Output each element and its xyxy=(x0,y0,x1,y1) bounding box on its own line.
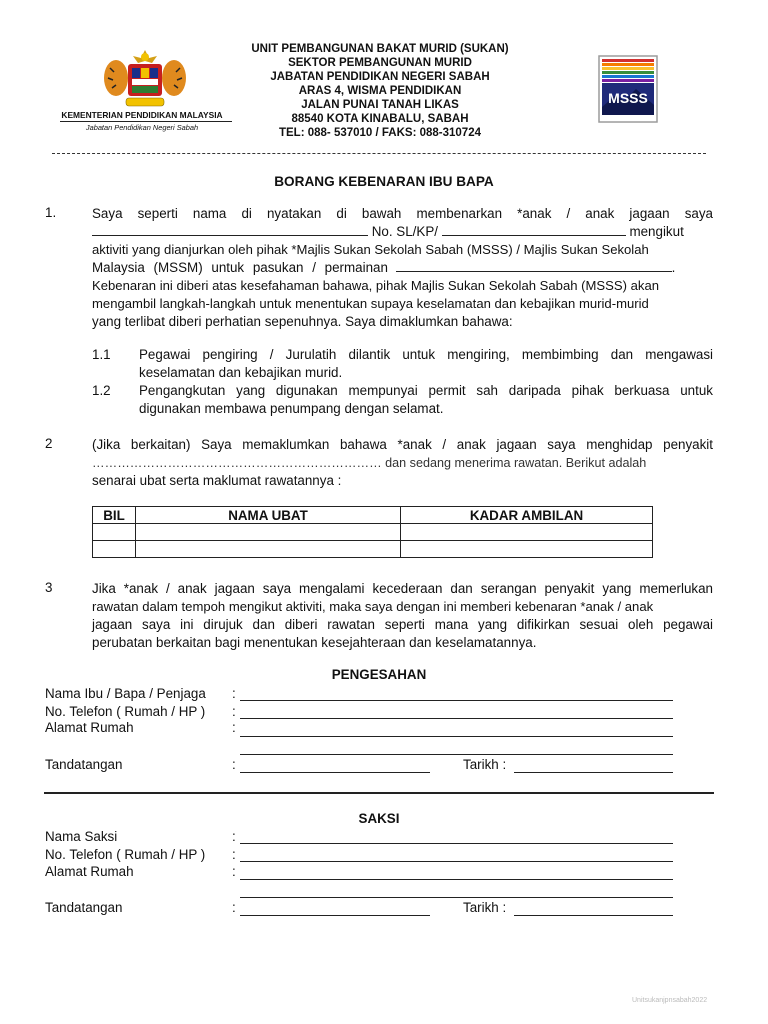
subsection-line: keselamatan dan kebajikan murid. xyxy=(139,365,343,380)
colon: : xyxy=(232,829,236,844)
coat-of-arms-logo xyxy=(98,48,192,110)
section-3-line: rawatan dalam tempoh mengikut aktiviti, maka saya dengan ini memberi kebenaran *anak / anak xyxy=(92,599,654,614)
section-2-line: (Jika berkaitan) Saya memaklumkan bahawa *anak / anak jagaan saya menghidap penyakit xyxy=(92,437,713,452)
footer-mark: Unitsukanjpnsabah2022 xyxy=(632,997,708,1004)
section-number: 1. xyxy=(45,205,57,220)
subsection-line: digunakan membawa penumpang dengan selamat. xyxy=(139,401,444,416)
parent-address-field[interactable] xyxy=(240,722,673,737)
department-name: Jabatan Pendidikan Negeri Sabah xyxy=(85,123,199,132)
header-line: JALAN PUNAI TANAH LIKAS xyxy=(301,99,459,111)
parent-phone-field[interactable] xyxy=(240,704,673,719)
colon: : xyxy=(232,900,236,915)
colon: : xyxy=(232,847,236,862)
pengesahan-heading: PENGESAHAN xyxy=(331,667,427,682)
witness-date-field[interactable] xyxy=(514,901,673,916)
header-line: TEL: 088- 537010 / FAKS: 088-310724 xyxy=(278,127,481,139)
witness-signature-field[interactable] xyxy=(240,901,430,916)
section-number: 3 xyxy=(45,580,53,595)
subsection-line: Pegawai pengiring / Jurulatih dilantik untuk mengiring, membimbing dan mengawasi xyxy=(139,347,713,362)
section-number: 2 xyxy=(45,436,53,451)
ministry-name: KEMENTERIAN PENDIDIKAN MALAYSIA xyxy=(61,110,223,120)
section-1-line: yang terlibat diberi perhatian sepenuhnya. Saya dimaklumkan bahawa: xyxy=(92,314,513,329)
form-title: BORANG KEBENARAN IBU BAPA xyxy=(274,174,494,189)
parent-address-label: Alamat Rumah xyxy=(45,720,134,735)
subsection-number: 1.1 xyxy=(92,347,111,362)
parent-name-field[interactable] xyxy=(240,686,673,701)
header-line: SEKTOR PEMBANGUNAN MURID xyxy=(288,57,472,69)
parent-date-label: Tarikh : xyxy=(463,757,507,772)
colon: : xyxy=(232,757,236,772)
header-nama-ubat: NAMA UBAT xyxy=(136,507,401,524)
section-1-line: aktiviti yang dianjurkan oleh pihak *Majlis Sukan Sekolah Sabah (MSSS) / Majlis Sukan Sekolah xyxy=(92,242,649,257)
ic-number-label: No. SL/KP/ xyxy=(371,224,438,239)
witness-phone-field[interactable] xyxy=(240,847,673,862)
header-line: UNIT PEMBANGUNAN BAKAT MURID (SUKAN) xyxy=(251,43,509,55)
colon: : xyxy=(232,720,236,735)
table-cell[interactable] xyxy=(136,541,401,558)
parent-date-field[interactable] xyxy=(514,758,673,773)
medication-table xyxy=(92,506,653,558)
section-1-line: Malaysia (MSSM) untuk pasukan / permainan . xyxy=(92,260,676,275)
witness-address-field-line-2[interactable] xyxy=(240,883,673,898)
table-cell[interactable] xyxy=(401,541,653,558)
illness-field[interactable]: …………………………………………………………… xyxy=(92,456,382,470)
header-bil: BIL xyxy=(93,507,136,524)
parent-address-field-line-2[interactable] xyxy=(240,740,673,755)
witness-address-field[interactable] xyxy=(240,865,673,880)
table-header-row xyxy=(93,507,653,524)
colon: : xyxy=(232,864,236,879)
parent-name-label: Nama Ibu / Bapa / Penjaga xyxy=(45,686,206,701)
subsection-line: Pengangkutan yang digunakan mempunyai permit sah daripada pihak berkuasa untuk xyxy=(139,383,713,398)
section-divider xyxy=(44,792,714,794)
team-label: Malaysia (MSSM) untuk pasukan / permainan xyxy=(92,260,388,275)
msss-logo xyxy=(598,55,658,123)
section-2-line: senarai ubat serta maklumat rawatannya : xyxy=(92,473,342,488)
table-row xyxy=(93,524,653,541)
witness-phone-label: No. Telefon ( Rumah / HP ) xyxy=(45,847,206,862)
msss-logo-text: MSSS xyxy=(608,90,648,106)
parent-phone-label: No. Telefon ( Rumah / HP ) xyxy=(45,704,206,719)
subsection-number: 1.2 xyxy=(92,383,111,398)
parent-signature-field[interactable] xyxy=(240,758,430,773)
parent-signature-label: Tandatangan xyxy=(45,757,123,772)
witness-date-label: Tarikh : xyxy=(463,900,507,915)
witness-signature-label: Tandatangan xyxy=(45,900,123,915)
table-cell[interactable] xyxy=(93,524,136,541)
table-row xyxy=(93,541,653,558)
colon: : xyxy=(232,704,236,719)
section-1-line: Saya seperti nama di nyatakan di bawah membenarkan *anak / anak jagaan saya xyxy=(92,206,713,221)
table-cell[interactable] xyxy=(93,541,136,558)
witness-name-label: Nama Saksi xyxy=(45,829,118,844)
table-cell[interactable] xyxy=(401,524,653,541)
section-1-line: mengambil langkah-langkah untuk menentukan supaya keselamatan dan kebajikan murid-murid xyxy=(92,296,649,311)
follow-label: mengikut xyxy=(629,224,684,239)
student-name-field[interactable] xyxy=(92,223,368,236)
section-3-line: jagaan saya ini dirujuk dan diberi rawatan seperti mana yang difikirkan sesuai oleh pegawai xyxy=(92,617,713,632)
saksi-heading: SAKSI xyxy=(358,811,400,826)
witness-name-field[interactable] xyxy=(240,829,673,844)
section-3-line: Jika *anak / anak jagaan saya mengalami kecederaan dan serangan penyakit yang memerlukan xyxy=(92,581,713,596)
section-1-line: Kebenaran ini diberi atas kesefahaman bahawa, pihak Majlis Sukan Sekolah Sabah (MSSS) akan xyxy=(92,278,660,293)
section-2-line xyxy=(92,454,713,472)
ic-number-field[interactable] xyxy=(442,223,626,236)
header-kadar-ambilan: KADAR AMBILAN xyxy=(401,507,653,524)
team-field[interactable] xyxy=(396,259,672,272)
witness-address-label: Alamat Rumah xyxy=(45,864,134,879)
letterhead-divider xyxy=(52,153,706,154)
section-3-line: perubatan berkaitan bagi menentukan kesejahteraan dan keselamatannya. xyxy=(92,635,537,650)
illness-trailing-text: dan sedang menerima rawatan. Berikut adalah xyxy=(385,456,647,470)
header-line: JABATAN PENDIDIKAN NEGERI SABAH xyxy=(270,71,490,83)
ministry-divider xyxy=(60,121,232,122)
table-cell[interactable] xyxy=(136,524,401,541)
header-line: ARAS 4, WISMA PENDIDIKAN xyxy=(298,85,462,97)
header-line: 88540 KOTA KINABALU, SABAH xyxy=(291,113,469,125)
colon: : xyxy=(232,686,236,701)
section-1-line xyxy=(92,223,713,241)
